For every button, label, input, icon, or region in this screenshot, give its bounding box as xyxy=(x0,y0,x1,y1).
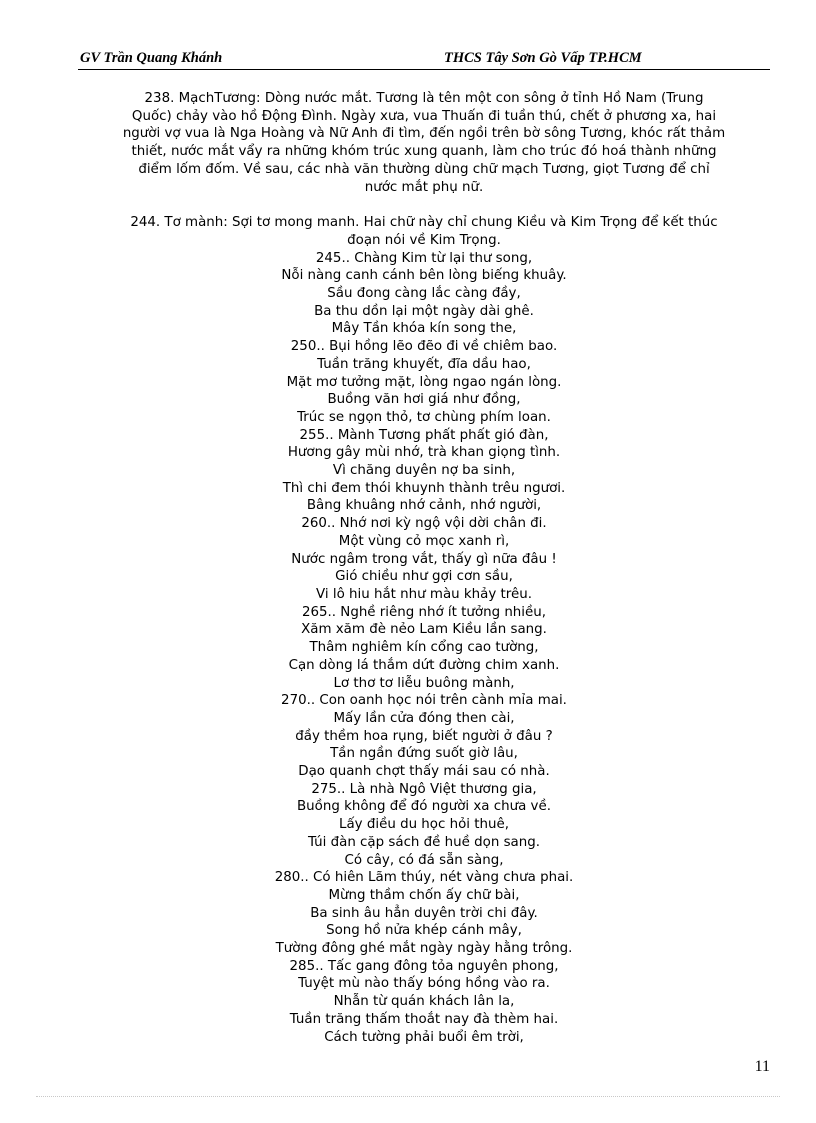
paragraph-spacer xyxy=(78,196,770,214)
verse-line: Mừng thầm chốn ấy chữ bài, xyxy=(328,887,520,903)
page-header xyxy=(78,50,770,68)
verse-line: 255.. Mành Tương phất phất gió đàn, xyxy=(299,427,549,443)
verse-line: Vì chăng duyên nợ ba sinh, xyxy=(332,463,516,479)
verse-line: Lơ thơ tơ liễu buông mành, xyxy=(333,675,515,691)
footnote-line: 238. MạchTương: Dòng nước mắt. Tương là tên một con sông ở tỉnh Hồ Nam (Trung xyxy=(144,91,704,106)
verse-line: Túi đàn cặp sách đề huề dọn sang. xyxy=(308,834,540,850)
verse-line: 265.. Nghề riêng nhớ ít tưởng nhiều, xyxy=(301,604,547,620)
footnote-line: người vợ vua là Nga Hoàng và Nữ Anh đi tìm, đến ngồi trên bờ sông Tương, khóc rất thảm xyxy=(122,126,726,142)
verse-line: Ba sinh âu hẳn duyên trời chi đây. xyxy=(310,905,538,921)
verse-line: Xăm xăm đè nẻo Lam Kiều lần sang. xyxy=(301,622,547,638)
verse-line: Trúc se ngọn thỏ, tơ chùng phím loan. xyxy=(297,409,551,425)
verse-line: Lấy điều du học hỏi thuê, xyxy=(339,817,509,833)
footnote-line: điểm lốm đốm. Về sau, các nhà văn thường dùng chữ mạch Tương, giọt Tương để chỉ xyxy=(138,161,710,177)
verse-line: đầy thềm hoa rụng, biết người ở đâu ? xyxy=(295,728,553,744)
verse-line: Tuần trăng thấm thoắt nay đà thèm hai. xyxy=(289,1011,559,1027)
verse-line: 285.. Tấc gang đông tỏa nguyên phong, xyxy=(289,958,559,974)
verse-line: Tuần trăng khuyết, đĩa dầu hao, xyxy=(317,356,531,372)
verse-line: Có cây, có đá sẵn sàng, xyxy=(344,852,504,868)
verse-line: Sầu đong càng lắc càng đầy, xyxy=(327,286,521,302)
verse-line: Cách tường phải buổi êm trời, xyxy=(324,1029,524,1045)
verse-line: Song hồ nửa khép cánh mây, xyxy=(326,923,522,939)
header-divider xyxy=(78,69,770,70)
verse-line: Mặt mơ tưởng mặt, lòng ngao ngán lòng. xyxy=(286,374,562,390)
verse-line: Buồng không để đó người xa chưa về. xyxy=(297,799,551,815)
verse-line: Nỗi nàng canh cánh bên lòng biếng khuây. xyxy=(281,268,567,284)
page-number: 11 xyxy=(754,1058,770,1075)
header-author: GV Trần Quang Khánh xyxy=(80,50,223,66)
footnote-238 xyxy=(78,90,770,196)
verse-line: Thì chi đem thói khuynh thành trêu ngươi. xyxy=(282,480,566,496)
verse-line: 275.. Là nhà Ngô Việt thương gia, xyxy=(311,781,537,797)
footnote-244 xyxy=(78,214,770,249)
page-bottom-divider xyxy=(36,1096,780,1097)
verse-line: Nhẫn từ quán khách lân la, xyxy=(333,994,515,1010)
verse-line: Nước ngâm trong vắt, thấy gì nữa đâu ! xyxy=(291,551,557,567)
footnote-line: nước mắt phụ nữ. xyxy=(364,179,484,195)
verse-line: Gió chiều như gợi cơn sầu, xyxy=(335,569,513,585)
verse-line: 250.. Bụi hồng lẽo đẽo đi về chiêm bao. xyxy=(290,339,558,355)
footnote-line: đoạn nói về Kim Trọng. xyxy=(347,232,501,248)
verse-line: Hương gây mùi nhớ, trà khan giọng tình. xyxy=(287,445,561,461)
verse-line: 270.. Con oanh học nói trên cành mỉa mai. xyxy=(281,693,567,709)
verse-line: Mây Tần khóa kín song the, xyxy=(331,321,517,337)
page-body xyxy=(78,90,770,1046)
header-school: THCS Tây Sơn Gò Vấp TP.HCM xyxy=(444,50,642,66)
footnote-line: Quốc) chảy vào hồ Động Đình. Ngày xưa, vua Thuấn đi tuần thú, chết ở phương xa, hai xyxy=(131,108,717,124)
verse-line: Vi lô hiu hắt như màu khảy trêu. xyxy=(316,586,532,602)
verse-line: Dạo quanh chợt thấy mái sau có nhà. xyxy=(298,764,550,780)
verse-line: Ba thu dồn lại một ngày dài ghê. xyxy=(314,303,534,319)
verse-line: 260.. Nhớ nơi kỳ ngộ vội dời chân đi. xyxy=(301,516,547,532)
verse-line: Cạn dòng lá thắm dứt đường chim xanh. xyxy=(288,657,560,673)
footnote-line: 244. Tơ mành: Sợi tơ mong manh. Hai chữ này chỉ chung Kiều và Kim Trọng để kết thúc xyxy=(130,215,718,231)
footnote-line: thiết, nước mắt vẩy ra những khóm trúc xung quanh, làm cho trúc đó hoá thành những xyxy=(131,144,717,160)
verse-line: Buồng văn hơi giá như đồng, xyxy=(327,392,521,408)
verse-line: Bâng khuâng nhớ cảnh, nhớ người, xyxy=(306,498,542,514)
verse-line: 280.. Có hiên Lãm thúy, nét vàng chưa phai. xyxy=(274,870,574,886)
verse-line: Một vùng cỏ mọc xanh rì, xyxy=(338,533,510,549)
verse-line: Tường đông ghé mắt ngày ngày hằng trông. xyxy=(275,941,573,957)
verse-line: 245.. Chàng Kim từ lại thư song, xyxy=(315,250,533,266)
poem-verses xyxy=(78,250,770,1047)
verse-line: Tần ngần đứng suốt giờ lâu, xyxy=(330,746,518,762)
verse-line: Mấy lần cửa đóng then cài, xyxy=(333,710,515,726)
verse-line: Thâm nghiêm kín cổng cao tường, xyxy=(309,640,539,656)
verse-line: Tuyệt mù nào thấy bóng hồng vào ra. xyxy=(298,976,550,992)
